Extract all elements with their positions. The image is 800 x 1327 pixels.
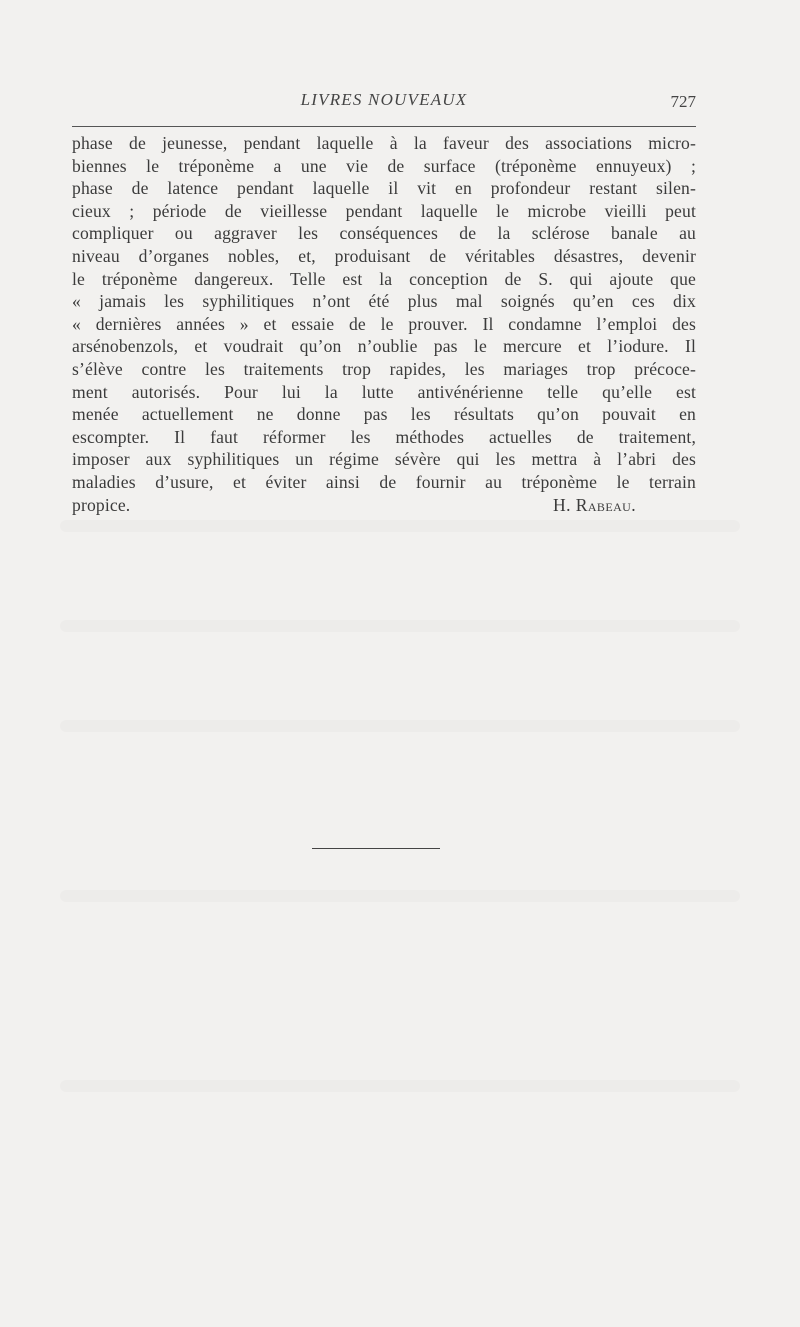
text-line: menée actuellement ne donne pas les résultats qu’on pouvait en <box>72 404 696 425</box>
text-line: maladies d’usure, et éviter ainsi de fournir au tréponème le terrain <box>72 471 696 492</box>
text-line: ment autorisés. Pour lui la lutte antivénérienne telle qu’elle est <box>72 381 696 402</box>
bleed-through-shading <box>60 720 740 732</box>
header-rule <box>72 126 696 127</box>
text-line: compliquer ou aggraver les conséquences de la sclérose banale au <box>72 223 696 244</box>
bleed-through-shading <box>60 520 740 532</box>
bleed-through-shading <box>60 890 740 902</box>
author-signature <box>553 494 696 517</box>
closing-word: propice. <box>72 494 131 515</box>
text-line: « dernières années » et essaie de le prouver. Il condamne l’emploi des <box>72 313 696 334</box>
section-end-rule <box>312 848 440 849</box>
signature-name: Rabeau. <box>575 494 636 515</box>
text-line: le tréponème dangereux. Telle est la conception de S. qui ajoute que <box>72 268 696 289</box>
text-line: « jamais les syphilitiques n’ont été plus mal soignés qu’en ces dix <box>72 291 696 312</box>
page-number: 727 <box>670 92 696 111</box>
text-line: escompter. Il faut réformer les méthodes actuelles de traitement, <box>72 426 696 447</box>
text-line: imposer aux syphilitiques un régime sévère qui les mettra à l’abri des <box>72 449 696 470</box>
text-line: niveau d’organes nobles, et, produisant de véritables désastres, devenir <box>72 245 696 266</box>
text-line: biennes le tréponème a une vie de surface (tréponème ennuyeux) ; <box>72 155 696 176</box>
running-header <box>72 86 696 126</box>
body-paragraph <box>72 132 696 516</box>
text-line: phase de jeunesse, pendant laquelle à la faveur des associations micro- <box>72 133 696 153</box>
text-line: s’élève contre les traitements trop rapides, les mariages trop précoce- <box>72 358 696 379</box>
closing-line <box>72 494 696 517</box>
text-line: arsénobenzols, et voudrait qu’on n’oublie pas le mercure et l’iodure. Il <box>72 336 696 357</box>
signature-initial: H. <box>553 494 571 515</box>
running-title: LIVRES NOUVEAUX <box>300 90 468 109</box>
bleed-through-shading <box>60 1080 740 1092</box>
bleed-through-shading <box>60 620 740 632</box>
text-line: phase de latence pendant laquelle il vit en profondeur restant silen- <box>72 178 696 199</box>
text-line: cieux ; période de vieillesse pendant laquelle le microbe vieilli peut <box>72 200 696 221</box>
